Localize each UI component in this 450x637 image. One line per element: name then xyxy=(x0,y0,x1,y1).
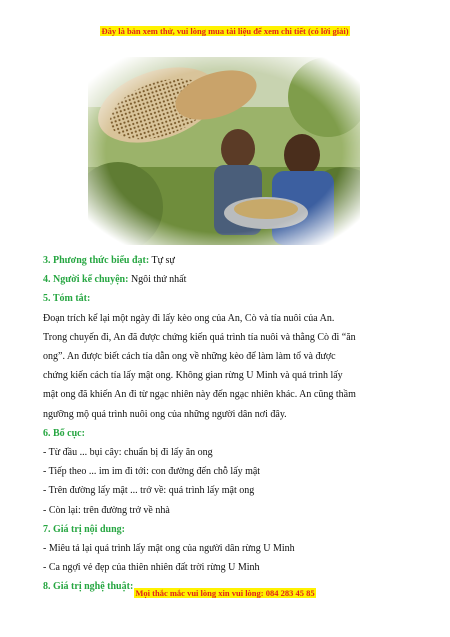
content-value-item: - Miêu tả lại quá trình lấy mật ong của người dân rừng U Minh xyxy=(43,543,295,555)
contact-banner xyxy=(0,588,450,598)
method-line xyxy=(43,251,368,270)
beekeepers-photo xyxy=(88,57,360,245)
summary-heading: 5. Tóm tắt: xyxy=(43,293,91,305)
document-body xyxy=(43,251,368,597)
content-value-item: - Ca ngợi vẻ đẹp của thiên nhiên đất trời rừng U Minh xyxy=(43,562,260,574)
summary-line: ngưỡng mộ quá trình nuôi ong của những người dân nơi đây. xyxy=(43,408,287,420)
photo-beekeepers-honeycomb-icon xyxy=(88,57,360,245)
summary-line: ong”. An được biết cách tía dẫn ong về những kèo để làm làm tổ và được xyxy=(43,351,336,363)
art-value-heading: 8. Giá trị nghệ thuật: xyxy=(43,581,134,593)
summary-line: mật ong đã khiến An đi từ ngạc nhiên này đến ngạc nhiên khác. An cũng thầm xyxy=(43,389,356,401)
narrator-value: Ngôi thứ nhất xyxy=(128,274,187,286)
summary-line: Đoạn trích kể lại một ngày đi lấy kèo ong của An, Cò và tía nuôi của An. xyxy=(43,312,335,324)
layout-item: - Còn lại: trên đường trở về nhà xyxy=(43,504,170,516)
summary-line: Trong chuyến đi, An đã được chứng kiến quá trình tía nuôi và thằng Cò đi “ăn xyxy=(43,331,356,343)
method-heading: 3. Phương thức biểu đạt: xyxy=(43,255,150,266)
preview-notice-text: Đây là bản xem thử, vui lòng mua tài liệu để xem chi tiết (có lời giải) xyxy=(101,26,349,36)
narrator-heading: 4. Người kể chuyện: xyxy=(43,274,129,286)
narrator-line xyxy=(43,270,368,289)
contact-text: Mọi thắc mắc vui lòng xin vui lòng: 084 283 45 85 xyxy=(135,588,315,598)
content-value-heading: 7. Giá trị nội dung: xyxy=(43,523,125,535)
layout-item: - Tiếp theo ... im im đi tới: con đường đến chỗ lấy mật xyxy=(43,466,261,478)
method-value: Tự sự xyxy=(149,255,175,266)
preview-notice-banner xyxy=(0,26,450,36)
layout-item: - Từ đầu ... bụi cây: chuẩn bị đi lấy ăn ong xyxy=(43,447,213,459)
layout-item: - Trên đường lấy mật ... trở về: quá trình lấy mật ong xyxy=(43,485,255,497)
layout-heading: 6. Bố cục: xyxy=(43,427,85,439)
summary-line: chứng kiến cách tía lấy mật ong. Không gian rừng U Minh và quá trình lấy xyxy=(43,370,343,382)
